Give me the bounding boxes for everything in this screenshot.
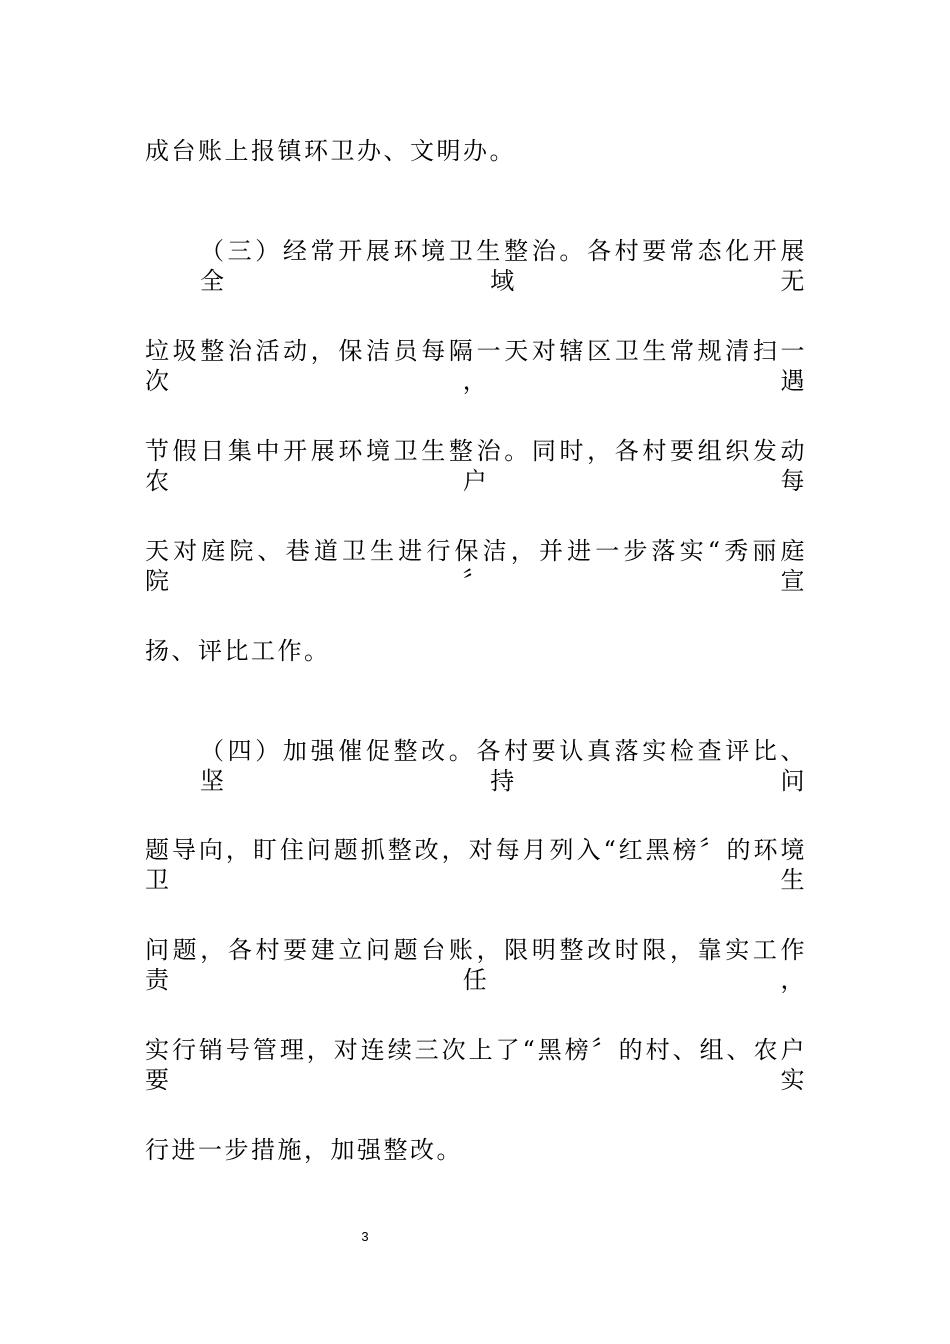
body-text-line: 垃圾整治活动，保洁员每隔一天对辖区卫生常规清扫一次，遇: [145, 337, 807, 395]
body-text-line: 问题，各村要建立问题台账，限明整改时限，靠实工作责任，: [145, 936, 807, 994]
page-number: 3: [361, 1229, 369, 1244]
body-text-line: 实行销号管理，对连续三次上了“黑榜〞的村、组、农户要实: [145, 1036, 807, 1094]
body-text-line: 行进一步措施，加强整改。: [145, 1136, 463, 1164]
body-text-line: 节假日集中开展环境卫生整治。同时，各村要组织发动农户每: [145, 437, 807, 495]
section-4-heading-line: （四）加强催促整改。各村要认真落实检查评比、坚持问: [200, 737, 807, 795]
section-3-heading-line: （三）经常开展环境卫生整治。各村要常态化开展全域无: [200, 237, 807, 295]
body-text-line: 成台账上报镇环卫办、文明办。: [145, 137, 516, 165]
body-text-line: 题导向，盯住问题抓整改，对每月列入“红黑榜〞的环境卫生: [145, 836, 807, 894]
body-text-line: 天对庭院、巷道卫生进行保洁，并进一步落实“秀丽庭院〞宣: [145, 537, 807, 595]
body-text-line: 扬、评比工作。: [145, 637, 331, 665]
